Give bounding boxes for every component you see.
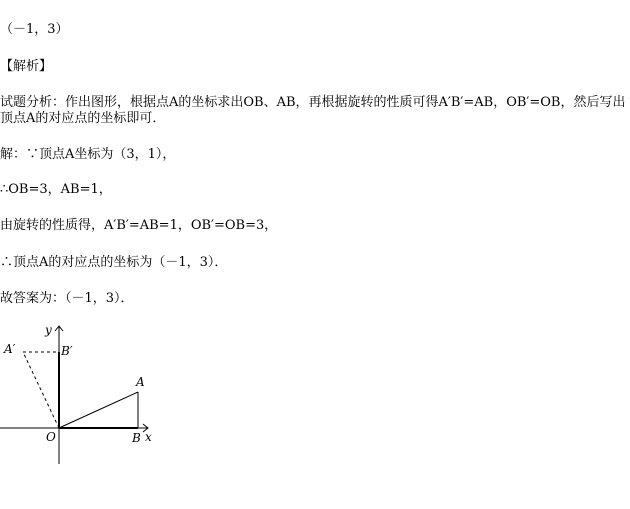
solution-line-1: 解：∵顶点A坐标为（3，1）， [0,147,176,162]
point-a-label: A [136,375,145,389]
point-b-label: B [132,431,141,445]
solution-line-5: 故答案为：（－1，3）． [0,291,134,306]
x-axis-label: x [145,430,152,444]
point-b-prime-label: B′ [61,344,73,358]
origin-label: O [46,430,56,444]
answer-line: （－1，3） [0,22,69,37]
segment-oa [59,392,138,428]
solution-line-4: ∴顶点A的对应点的坐标为（－1，3）． [0,255,228,270]
solution-line-3: 由旋转的性质得，A′B′=AB=1，OB′=OB=3， [0,218,278,233]
analysis-paragraph: 试题分析：作出图形，根据点A的坐标求出OB、AB，再根据旋转的性质可得A′B′=AB，OB′=OB，然后写出顶点A的对应点的坐标即可． [0,95,626,126]
rotation-figure [0,318,170,468]
point-a-prime-label: A′ [4,342,16,356]
segment-oa-prime [23,352,59,428]
y-axis-label: y [45,323,52,337]
section-heading: 【解析】 [0,59,53,74]
solution-line-2: ∴OB=3，AB=1， [0,182,112,197]
